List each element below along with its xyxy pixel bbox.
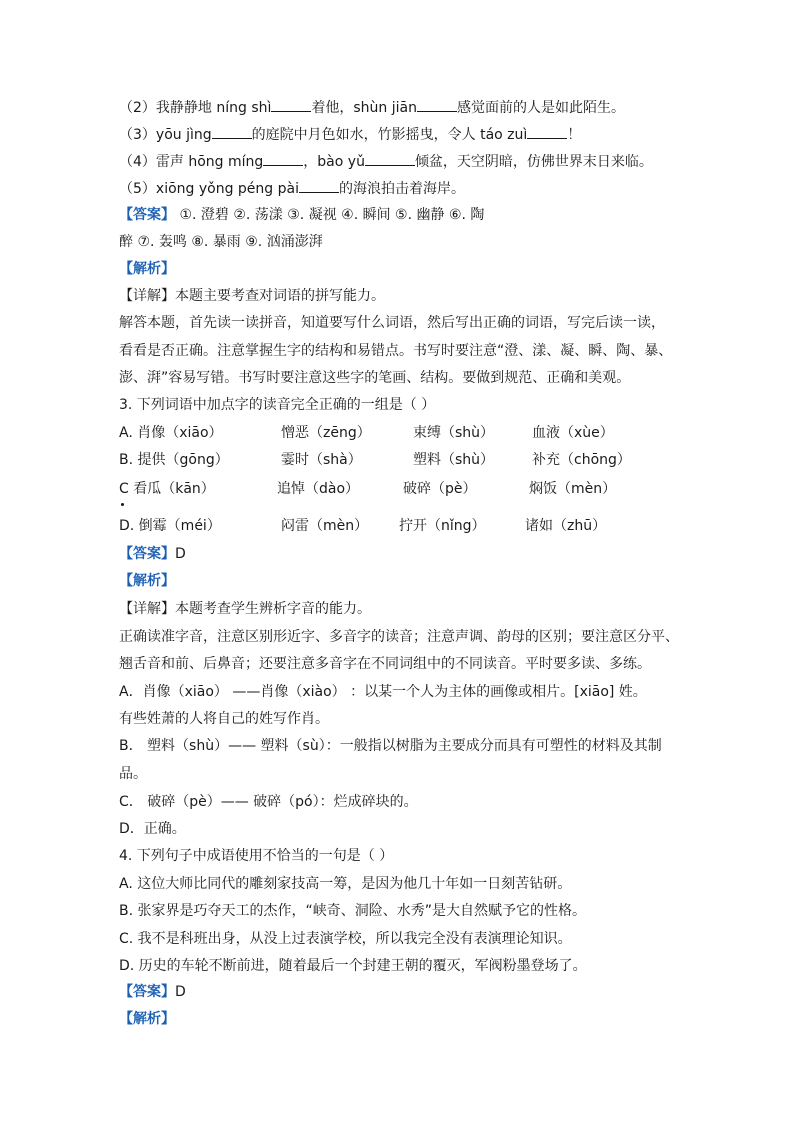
- blank: [212, 124, 252, 139]
- q4-answer-line: [119, 983, 679, 1001]
- q3-explain-b1: B． 塑料（shù）—— 塑料（sù）：一般指以树脂为主要成分而具有可塑性的材料及其制: [119, 738, 662, 754]
- q4-answer: D: [175, 984, 186, 1000]
- option-cell: 血液（xùe）: [532, 425, 614, 441]
- q3-explain-d1: D．正确。: [119, 821, 186, 837]
- fill-2-a: （2）我静静地 níng shì: [119, 100, 272, 116]
- q3-explain-a1: A．肖像（xiāo） ——肖像（xiào） ：以某一个人为主体的画像或相片。[xiāo] 姓。: [119, 684, 647, 700]
- q2-analysis-tag: 【解析】: [119, 261, 175, 277]
- blank: [299, 178, 339, 193]
- fill-blank-2: [119, 97, 679, 117]
- q3-explain-a2: 有些姓萧的人将自己的姓写作肖。: [119, 711, 329, 727]
- blank: [271, 97, 311, 112]
- fill-blank-5: [119, 178, 679, 198]
- fill-5-a: （5）xiōng yǒng péng pài: [119, 181, 299, 197]
- fill-3-a: （3）yōu jìng: [119, 127, 212, 143]
- fill-3-c: ！: [567, 127, 582, 143]
- q3-answer-line: [119, 545, 679, 563]
- fill-2-c: 感觉面前的人是如此陌生。: [457, 100, 625, 116]
- q3-detail-line: [119, 600, 679, 618]
- q3-explain-b2: 品。: [119, 766, 147, 782]
- fill-4-a: （4）雷声 hōng míng: [119, 154, 264, 170]
- detail-tag: 【详解】: [119, 601, 175, 617]
- blank: [365, 151, 415, 166]
- q4-option-d: D. 历史的车轮不断前进，随着最后一个封建王朝的覆灭，军阀粉墨登场了。: [119, 958, 587, 974]
- q4-analysis-tag: 【解析】: [119, 1011, 175, 1027]
- option-cell: 追悼（dào）: [277, 481, 360, 497]
- q4-option-a: A. 这位大师比同代的雕刻家技高一筹，是因为他几十年如一日刻苦钻研。: [119, 876, 572, 892]
- emphasis-dot: [121, 503, 124, 506]
- fill-blank-4: [119, 151, 679, 171]
- answer-tag: 【答案】: [119, 207, 175, 223]
- q2-answer-line-2: 醉 ⑦. 轰鸣 ⑧. 暴雨 ⑨. 汹涌澎湃: [119, 234, 323, 250]
- q2-body-1: 解答本题，首先读一读拼音，知道要写什么词语，然后写出正确的词语，写完后读一读，: [119, 315, 665, 331]
- option-cell: 闷雷（mèn）: [281, 518, 369, 534]
- q4-option-b: B. 张家界是巧夺天工的杰作，“峡奇、洞险、水秀”是大自然赋予它的性格。: [119, 903, 587, 919]
- option-cell: 焖饭（mèn）: [529, 481, 617, 497]
- fill-blank-3: [119, 124, 679, 144]
- fill-3-b: 的庭院中月色如水，竹影摇曳，令人 táo zuì: [251, 127, 528, 143]
- blank: [527, 124, 567, 139]
- fill-4-b: ，bào yǔ: [303, 154, 365, 170]
- q3-stem: 3. 下列词语中加点字的读音完全正确的一组是（ ）: [119, 397, 436, 413]
- option-cell: 束缚（shù）: [413, 425, 495, 441]
- q2-body-2: 看看是否正确。注意掌握生字的结构和易错点。书写时要注意“澄、漾、凝、瞬、陶、暴、: [119, 343, 673, 359]
- option-cell: B. 提供（gōng）: [119, 452, 229, 468]
- q2-body-3: 澎、湃”容易写错。书写时要注意这些字的笔画、结构。要做到规范、正确和美观。: [119, 370, 631, 386]
- q2-answer-line-1: [119, 206, 679, 224]
- q2-answer-text-1: ①. 澄碧 ②. 荡漾 ③. 凝视 ④. 瞬间 ⑤. 幽静 ⑥. 陶: [175, 207, 485, 223]
- q2-detail-line: [119, 287, 679, 305]
- answer-tag: 【答案】: [119, 984, 175, 1000]
- option-cell: C 看瓜（kān）: [119, 481, 215, 497]
- q3-detail-text: 本题考查学生辨析字音的能力。: [175, 601, 371, 617]
- q4-stem: 4. 下列句子中成语使用不恰当的一句是（ ）: [119, 848, 394, 864]
- answer-tag: 【答案】: [119, 546, 175, 562]
- q3-body-2: 翘舌音和前、后鼻音；还要注意多音字在不同词组中的不同读音。平时要多读、多练。: [119, 656, 651, 672]
- q3-answer: D: [175, 546, 186, 562]
- q4-option-c: C. 我不是科班出身，从没上过表演学校，所以我完全没有表演理论知识。: [119, 931, 572, 947]
- q3-analysis-tag: 【解析】: [119, 573, 175, 589]
- fill-2-b: 着他，shùn jiān: [311, 100, 417, 116]
- option-cell: 憎恶（zēng）: [281, 425, 371, 441]
- fill-5-b: 的海浪拍击着海岸。: [338, 181, 465, 197]
- option-cell: 破碎（pè）: [403, 481, 477, 497]
- q3-explain-c1: C． 破碎（pè）—— 破碎（pó）：烂成碎块的。: [119, 794, 418, 810]
- option-cell: 诸如（zhū）: [525, 518, 607, 534]
- option-cell: 拧开（nǐng）: [399, 518, 486, 534]
- q3-body-1: 正确读准字音，注意区别形近字、多音字的读音；注意声调、韵母的区别；要注意区分平、: [119, 629, 679, 645]
- option-cell: 霎时（shà）: [281, 452, 362, 468]
- option-cell: 补充（chōng）: [532, 452, 631, 468]
- detail-tag: 【详解】: [119, 288, 175, 304]
- fill-4-c: 倾盆，天空阴暗，仿佛世界末日来临。: [414, 154, 653, 170]
- q2-detail-text: 本题主要考查对词语的拼写能力。: [175, 288, 385, 304]
- blank: [263, 151, 303, 166]
- option-cell: A. 肖像（xiāo）: [119, 425, 223, 441]
- option-cell: D. 倒霉（méi）: [119, 518, 221, 534]
- blank: [417, 97, 457, 112]
- option-cell: 塑料（shù）: [413, 452, 495, 468]
